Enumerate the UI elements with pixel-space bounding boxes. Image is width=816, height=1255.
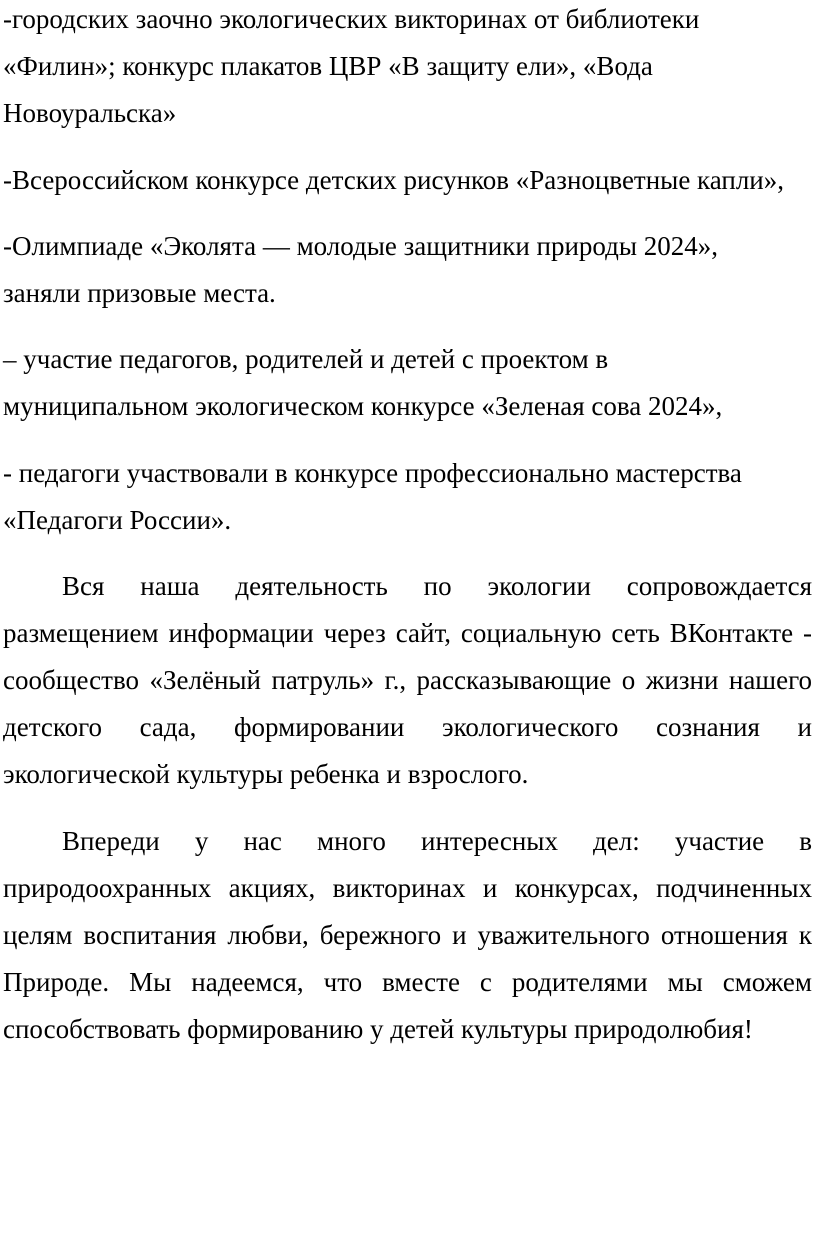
text-line-19: Природе. Мы надеемся, что вместе с родителями мы сможем [3,967,812,997]
text-line-11: Вся наша деятельность по экологии сопровождается [62,571,812,601]
text-line-6: заняли призовые места. [3,278,276,308]
text-line-14: детского сада, формировании экологического сознания и [3,712,812,742]
text-line-8: муниципальном экологическом конкурсе «Зеленая сова 2024», [3,391,723,421]
text-line-16: Впереди у нас много интересных дел: участие в [62,826,812,856]
text-line-3: Новоуральска» [3,98,177,128]
text-line-13: сообщество «Зелёный патруль» г., рассказывающие о жизни нашего [3,665,812,695]
text-line-5: -Олимпиаде «Эколята — молодые защитники природы 2024», [3,231,719,261]
text-line-15: экологической культуры ребенка и взрослого. [3,759,529,789]
text-line-20: способствовать формированию у детей культуры природолюбия! [3,1014,753,1044]
text-line-2: «Филин»; конкурс плакатов ЦВР «В защиту ели», «Вода [3,51,653,81]
text-line-9: - педагоги участвовали в конкурсе профессионально мастерства [3,458,742,488]
text-line-10: «Педагоги России». [3,505,232,535]
text-line-7: – участие педагогов, родителей и детей с проектом в [3,344,609,374]
text-line-1: -городских заочно экологических викторинах от библиотеки [3,4,700,34]
text-line-17: природоохранных акциях, викторинах и конкурсах, подчиненных [3,873,812,903]
text-line-12: размещением информации через сайт, социальную сеть ВКонтакте - [3,618,812,648]
text-line-4: -Всероссийском конкурсе детских рисунков «Разноцветные капли», [3,165,785,195]
text-line-18: целям воспитания любви, бережного и уважительного отношения к [3,920,812,950]
